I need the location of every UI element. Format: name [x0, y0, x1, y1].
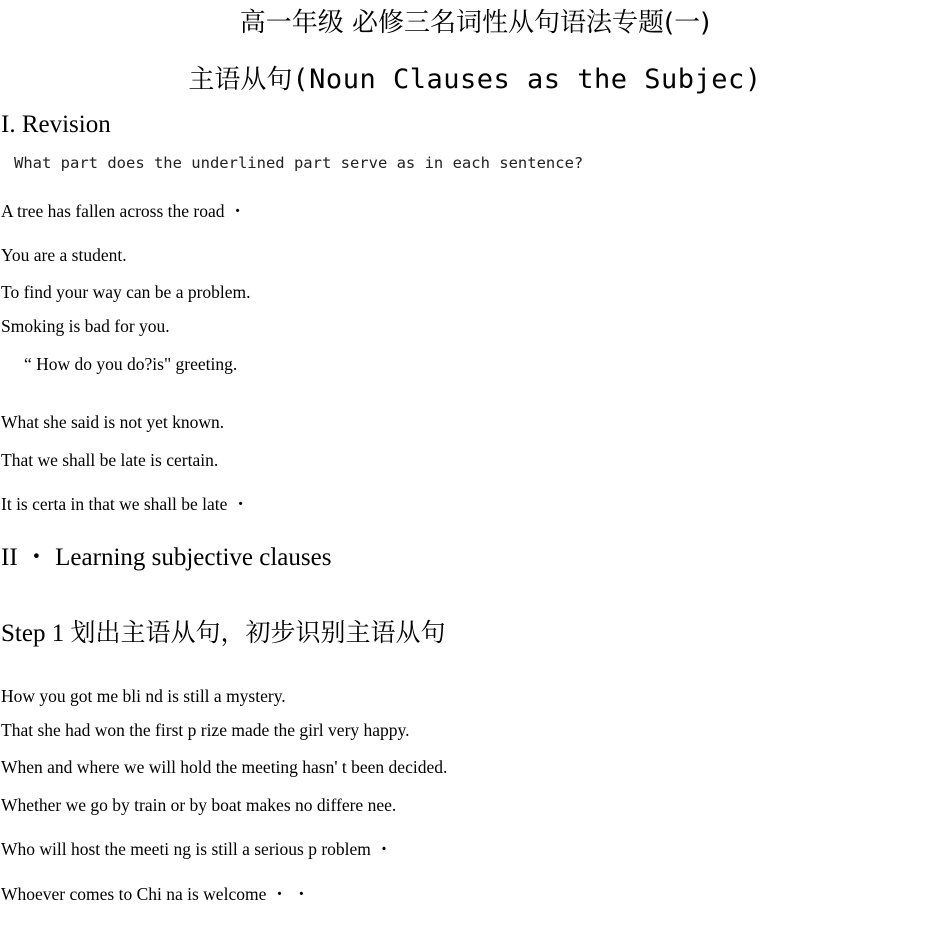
document-title: 高一年级 必修三名词性从句语法专题(一): [239, 8, 711, 38]
clause-sentence: Whether we go by train or by boat makes no differe nee.: [1, 795, 397, 815]
step1-prefix: Step 1: [1, 620, 71, 647]
subtitle-chinese: 主语从句: [188, 65, 293, 95]
revision-sentence: You are a student.: [1, 245, 127, 265]
revision-sentence: It is certa in that we shall be late ・: [1, 494, 250, 514]
clause-sentence: When and where we will hold the meeting hasn' t been decided.: [1, 757, 448, 777]
revision-sentence: To find your way can be a problem.: [1, 282, 251, 302]
section-heading-learning: II ・ Learning subjective clauses: [1, 544, 332, 571]
revision-sentence: A tree has fallen across the road ・: [1, 201, 247, 221]
clause-sentence: Whoever comes to Chi na is welcome ・ ・: [1, 884, 311, 904]
revision-sentence: What she said is not yet known.: [1, 412, 225, 432]
step1-instruction: 划出主语从句，初步识别主语从句: [70, 618, 446, 647]
revision-sentence: “ How do you do?is" greeting.: [24, 354, 238, 374]
revision-sentence: Smoking is bad for you.: [1, 316, 170, 336]
clause-sentence: Who will host the meeti ng is still a serious p roblem ・: [1, 839, 393, 859]
revision-sentence: That we shall be late is certain.: [1, 450, 219, 470]
subtitle-english: (Noun Clauses as the Subjec): [292, 64, 762, 95]
document-subtitle: [0, 66, 950, 94]
revision-question: What part does the underlined part serve as in each sentence?: [14, 154, 584, 172]
section-heading-revision: I. Revision: [1, 111, 111, 138]
clause-sentence: How you got me bli nd is still a mystery.: [1, 686, 286, 706]
clause-sentence: That she had won the first p rize made the girl very happy.: [1, 720, 410, 740]
step1-heading: [1, 620, 445, 646]
